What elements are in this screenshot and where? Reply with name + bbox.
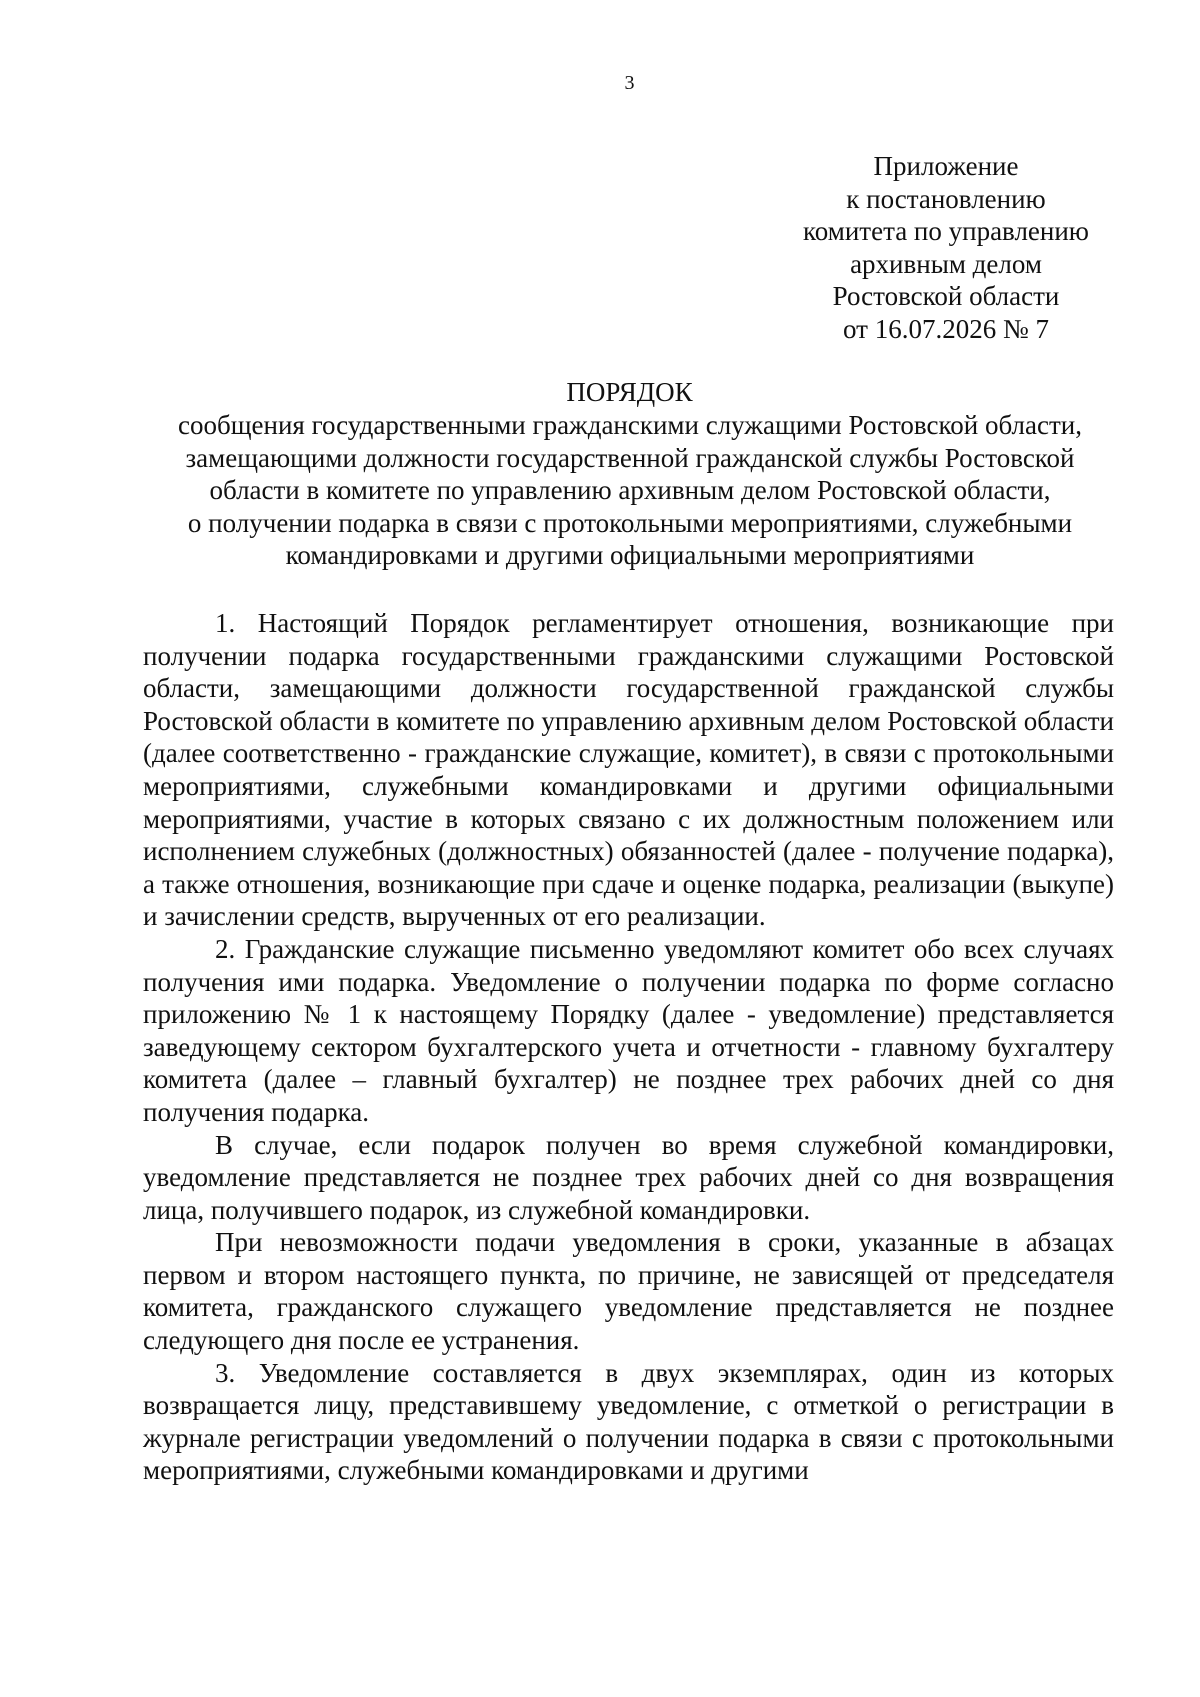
page-number: 3	[624, 72, 635, 94]
paragraph-1: 1. Настоящий Порядок регламентирует отношения, возникающие при получении подарка государственными гражданскими служащими Ростовской области, замещающими должности государственной гражданской службы Ростовской области в комитете по управлению архивным делом Ростовской области (далее соответственно - гражданские служащие, комитет), в связи с протокольными мероприятиями, служебными командировками и другими официальными мероприятиями, участие в которых связано с их должностным положением или исполнением служебных (должностных) обязанностей (далее - получение подарка), а также отношения, возникающие при сдаче и оценке подарка, реализации (выкупе) и зачислении средств, вырученных от его реализации.	[143, 608, 1114, 932]
paragraph-2-part-3: При невозможности подачи уведомления в сроки, указанные в абзацах первом и втором настоящего пункта, по причине, не зависящей от председателя комитета, гражданского служащего уведомление представляется не позднее следующего дня после ее устранения.	[143, 1227, 1114, 1356]
appendix-line: от 16.07.2026 № 7	[843, 313, 1049, 344]
appendix-line: комитета по управлению	[803, 216, 1089, 246]
subtitle-line: командировками и другими официальными мероприятиями	[285, 540, 975, 571]
subtitle-line: области в комитете по управлению архивным делом Ростовской области,	[209, 475, 1051, 506]
appendix-block	[766, 150, 1126, 345]
subtitle-line: замещающими должности государственной гражданской службы Ростовской	[185, 442, 1075, 473]
paragraph-3: 3. Уведомление составляется в двух экземплярах, один из которых возвращается лицу, представившему уведомление, с отметкой о регистрации в журнале регистрации уведомлений о получении подарка в связи с протокольными мероприятиями, служебными командировками и другими	[143, 1357, 1114, 1486]
paragraph-2-part-2: В случае, если подарок получен во время служебной командировки, уведомление представляется не позднее трех рабочих дней со дня возвращения лица, получившего подарок, из служебной командировки.	[143, 1129, 1114, 1225]
document-title: ПОРЯДОК	[566, 377, 693, 407]
document-body	[143, 607, 1114, 1487]
subtitle-line: сообщения государственными гражданскими служащими Ростовской области,	[178, 410, 1082, 440]
appendix-line: к постановлению	[846, 183, 1046, 214]
subtitle-line: о получении подарка в связи с протокольными мероприятиями, служебными	[187, 507, 1073, 538]
appendix-line: Приложение	[873, 151, 1019, 181]
paragraph-2: 2. Гражданские служащие письменно уведомляют комитет обо всех случаях получения ими подарка. Уведомление о получении подарка по форме согласно приложению № 1 к настоящему Порядку (далее - уведомление) представляется заведующему сектором бухгалтерского учета и отчетности - главному бухгалтеру комитета (далее – главный бухгалтер) не позднее трех рабочих дней со дня получения подарка.	[143, 933, 1114, 1127]
appendix-line: Ростовской области	[832, 281, 1060, 311]
document-subtitle	[130, 409, 1130, 572]
appendix-line: архивным делом	[850, 248, 1042, 279]
